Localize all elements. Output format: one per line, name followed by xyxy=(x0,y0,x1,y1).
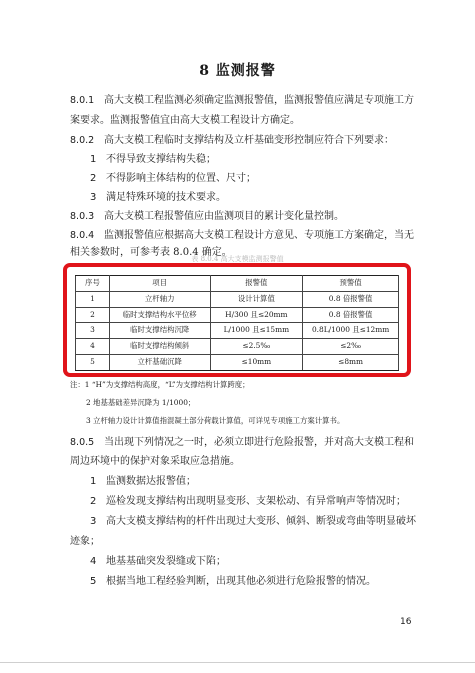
item-number: 1 xyxy=(90,476,97,487)
table-cell: L/1000 且≤15mm xyxy=(210,323,303,339)
table-cell: 临时支撑结构沉降 xyxy=(109,323,210,339)
item-text: 不得导致支撑结构失稳； xyxy=(106,154,216,165)
table-cell: 4 xyxy=(76,339,110,355)
table-cell: ≤2‰ xyxy=(303,339,399,355)
item-number: 1 xyxy=(90,154,97,165)
table-row xyxy=(76,339,399,355)
highlight-frame xyxy=(63,263,411,377)
table-cell: H/300 且≤20mm xyxy=(210,307,303,323)
clause-number: 8.0.4 xyxy=(70,230,95,241)
table-cell: ≤2.5‰ xyxy=(210,339,303,355)
table-caption: 表 8.0.4 高大支模监测报警值 xyxy=(191,255,284,263)
column-header: 序号 xyxy=(76,276,110,292)
table-header-row xyxy=(76,276,399,292)
item-number: 2 xyxy=(90,173,97,184)
page-number: 16 xyxy=(400,617,412,627)
clause-number: 8.0.2 xyxy=(70,135,95,146)
clause-text: 高大支模工程报警值应由监测项目的累计变化量控制。 xyxy=(104,211,344,222)
table-cell: 1 xyxy=(76,291,110,307)
list-item xyxy=(90,150,420,170)
table-cell: 5 xyxy=(76,354,110,370)
table-row xyxy=(76,354,399,370)
table-cell: 临时支撑结构水平位移 xyxy=(109,307,210,323)
table-cell: 2 xyxy=(76,307,110,323)
table-row xyxy=(76,323,399,339)
clause-number: 8.0.3 xyxy=(70,211,95,222)
table-cell: 设计计算值 xyxy=(210,291,303,307)
table-cell: ≤8mm xyxy=(303,354,399,370)
table-note: 注：1 “H”为支撑结构高度，“L”为支撑结构计算跨度； xyxy=(70,380,250,389)
alarm-value-table xyxy=(75,275,399,371)
list-item-continued: 迹象； xyxy=(70,536,100,547)
clause-number: 8.0.5 xyxy=(70,437,95,448)
clause-text: 当出现下列情况之一时，必须立即进行危险报警，并对高大支模工程和 xyxy=(104,437,414,448)
item-text: 高大支模支撑结构的杆件出现过大变形、倾斜、断裂或弯曲等明显破坏 xyxy=(106,516,416,527)
clause-number: 8.0.1 xyxy=(70,95,95,106)
table-cell: 3 xyxy=(76,323,110,339)
clause-8-0-4-continued: 相关参数时，可参考表 8.0.4 确定。 xyxy=(70,247,232,258)
item-number: 3 xyxy=(90,192,97,203)
list-item xyxy=(90,512,420,532)
table-cell: 临时支撑结构倾斜 xyxy=(109,339,210,355)
list-item xyxy=(90,472,420,492)
clause-8-0-5 xyxy=(70,433,420,453)
table-row xyxy=(76,291,399,307)
clause-text: 高大支模工程监测必须确定监测报警值，监测报警值应满足专项施工方 xyxy=(104,95,414,106)
clause-text: 高大支模工程临时支撑结构及立杆基础变形控制应符合下列要求： xyxy=(104,135,394,146)
list-item xyxy=(90,572,420,592)
item-text: 满足特殊环境的技术要求。 xyxy=(106,192,226,203)
list-item xyxy=(90,492,420,512)
item-text: 监测数据达报警值； xyxy=(106,476,196,487)
table-cell: 0.8 倍报警值 xyxy=(303,291,399,307)
item-text: 根据当地工程经验判断，出现其他必须进行危险报警的情况。 xyxy=(106,576,376,587)
clause-8-0-3 xyxy=(70,207,420,227)
column-header: 预警值 xyxy=(303,276,399,292)
clause-8-0-1 xyxy=(70,91,420,111)
table-cell: 立杆基础沉降 xyxy=(109,354,210,370)
item-number: 3 xyxy=(90,516,97,527)
item-text: 不得影响主体结构的位置、尺寸； xyxy=(106,173,256,184)
clause-text: 监测报警值应根据高大支模工程设计方意见、专项施工方案确定，当无 xyxy=(104,230,414,241)
column-header: 项目 xyxy=(109,276,210,292)
clause-8-0-2 xyxy=(70,131,420,151)
clause-8-0-5-continued: 周边环境中的保护对象采取应急措施。 xyxy=(70,456,240,467)
item-text: 地基基础突发裂缝或下陷； xyxy=(106,556,226,567)
table-note: 3 立杆轴力设计计算值指混凝土部分荷载计算值，可详见专项施工方案计算书。 xyxy=(86,416,345,425)
list-item xyxy=(90,552,420,572)
table-row xyxy=(76,307,399,323)
table-cell: 0.8 倍报警值 xyxy=(303,307,399,323)
list-item xyxy=(90,169,420,189)
page-bottom-rule xyxy=(0,662,475,663)
table-note: 2 地基基础差异沉降为 1/1000； xyxy=(86,398,196,407)
clause-8-0-1-continued: 案要求。监测报警值宜由高大支模工程设计方确定。 xyxy=(70,115,300,126)
table-cell: 0.8L/1000 且≤12mm xyxy=(303,323,399,339)
chapter-title: 8 监测报警 xyxy=(199,63,276,79)
column-header: 报警值 xyxy=(210,276,303,292)
table-cell: 立杆轴力 xyxy=(109,291,210,307)
item-number: 5 xyxy=(90,576,97,587)
list-item xyxy=(90,188,420,208)
item-text: 巡检发现支撑结构出现明显变形、支架松动、有异常响声等情况时； xyxy=(106,496,406,507)
item-number: 4 xyxy=(90,556,97,567)
item-number: 2 xyxy=(90,496,97,507)
table-cell: ≤10mm xyxy=(210,354,303,370)
